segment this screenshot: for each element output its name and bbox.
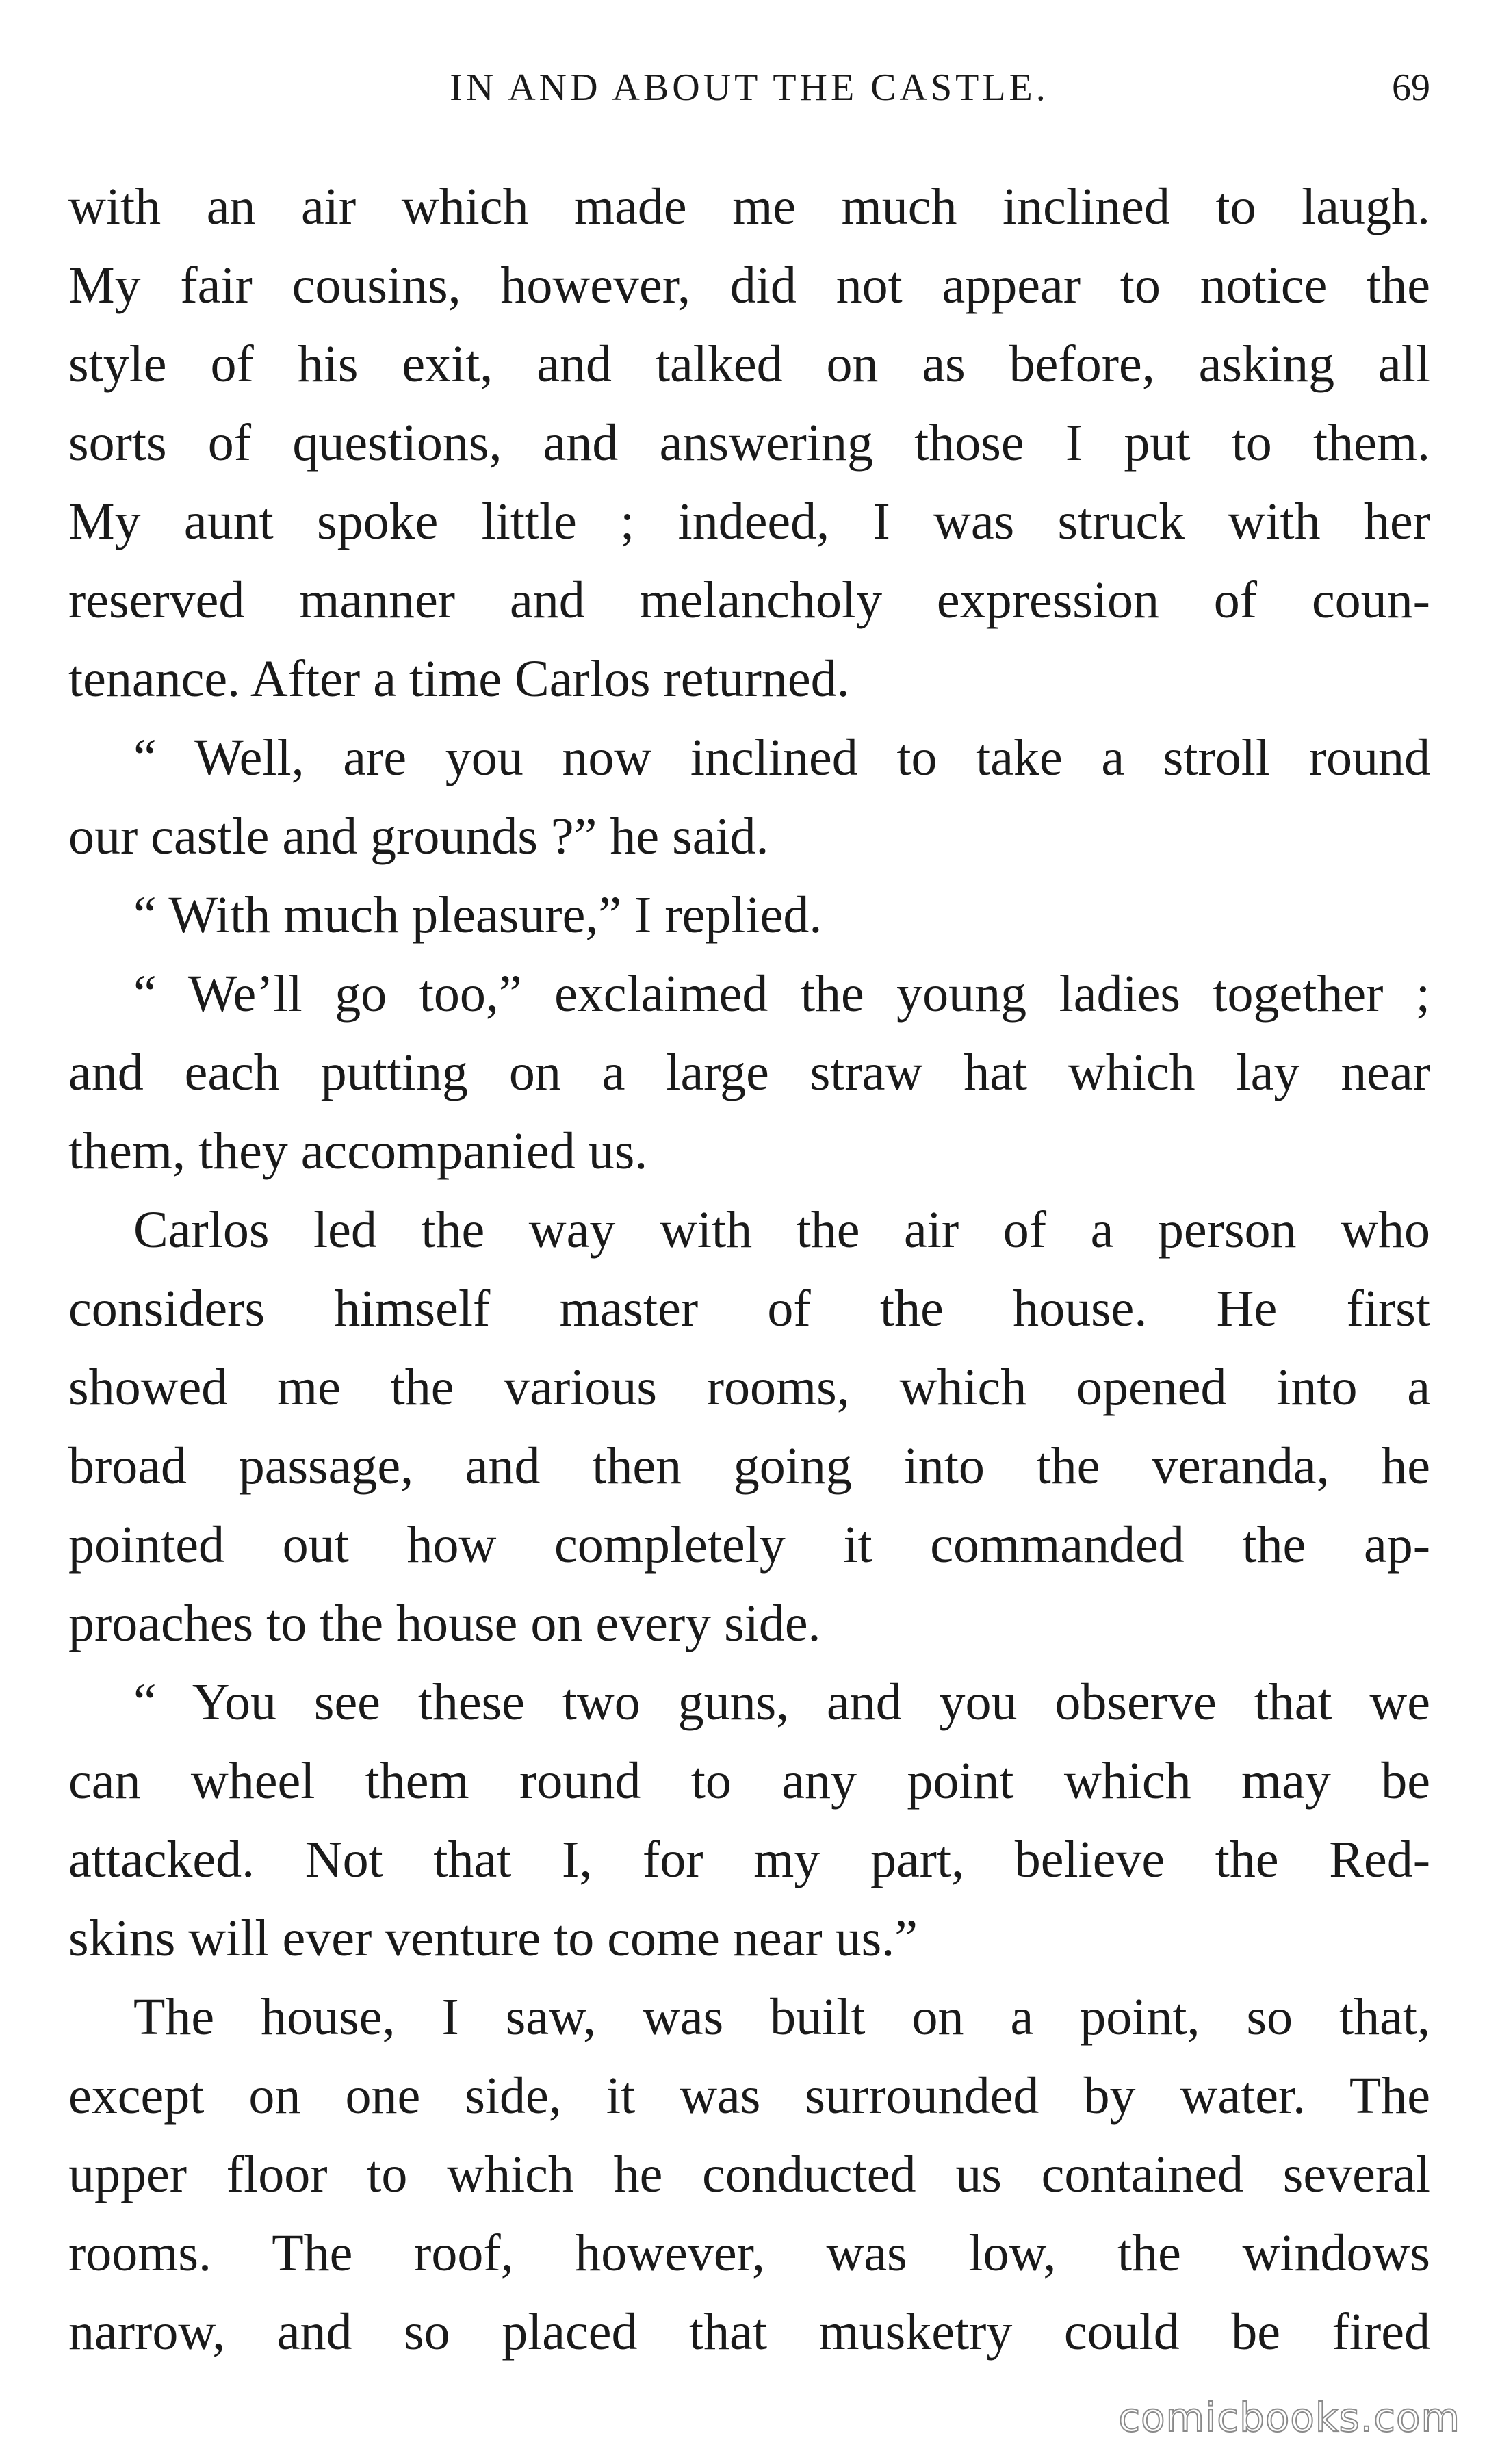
text-line: My aunt spoke little ; indeed, I was struck with her [68,493,1430,550]
running-title: IN AND ABOUT THE CASTLE. [450,66,1049,109]
text-line: reserved manner and melancholy expression of coun- [68,572,1430,629]
text-line: Carlos led the way with the air of a person who [133,1201,1430,1259]
page-number: 69 [1392,66,1430,109]
text-line: sorts of questions, and answering those I put to them. [68,414,1430,472]
text-line: skins will ever venture to come near us.” [68,1910,918,1967]
text-line: except on one side, it was surrounded by water. The [68,2067,1430,2125]
text-line: “ Well, are you now inclined to take a stroll round [133,729,1430,786]
text-line: pointed out how completely it commanded the ap- [68,1516,1430,1574]
text-line: narrow, and so placed that musketry could be fired [68,2303,1430,2361]
text-line: our castle and grounds ?” he said. [68,808,769,865]
text-line: “ We’ll go too,” exclaimed the young ladies together ; [133,965,1430,1023]
body-text [68,168,1430,2372]
running-head [68,60,1430,115]
text-line: My fair cousins, however, did not appear to notice the [68,257,1430,314]
watermark: comicbooks.com [1118,2394,1460,2441]
text-line: with an air which made me much inclined to laugh. [68,178,1430,235]
text-line: them, they accompanied us. [68,1122,648,1180]
text-line: rooms. The roof, however, was low, the windows [68,2224,1430,2282]
text-line: can wheel them round to any point which may be [68,1752,1430,1810]
text-line: style of his exit, and talked on as before, asking all [68,335,1430,393]
text-line: and each putting on a large straw hat which lay near [68,1044,1430,1101]
text-line: showed me the various rooms, which opened into a [68,1359,1430,1416]
text-line: proaches to the house on every side. [68,1595,821,1652]
text-line: attacked. Not that I, for my part, believe the Red- [68,1831,1430,1888]
text-line: broad passage, and then going into the veranda, he [68,1437,1430,1495]
text-line: The house, I saw, was built on a point, so that, [133,1988,1430,2046]
text-line: considers himself master of the house. He first [68,1280,1430,1337]
text-line: tenance. After a time Carlos returned. [68,650,850,708]
text-line: upper floor to which he conducted us contained several [68,2146,1430,2203]
text-line: “ You see these two guns, and you observe that we [133,1673,1430,1731]
text-line: “ With much pleasure,” I replied. [133,886,823,944]
